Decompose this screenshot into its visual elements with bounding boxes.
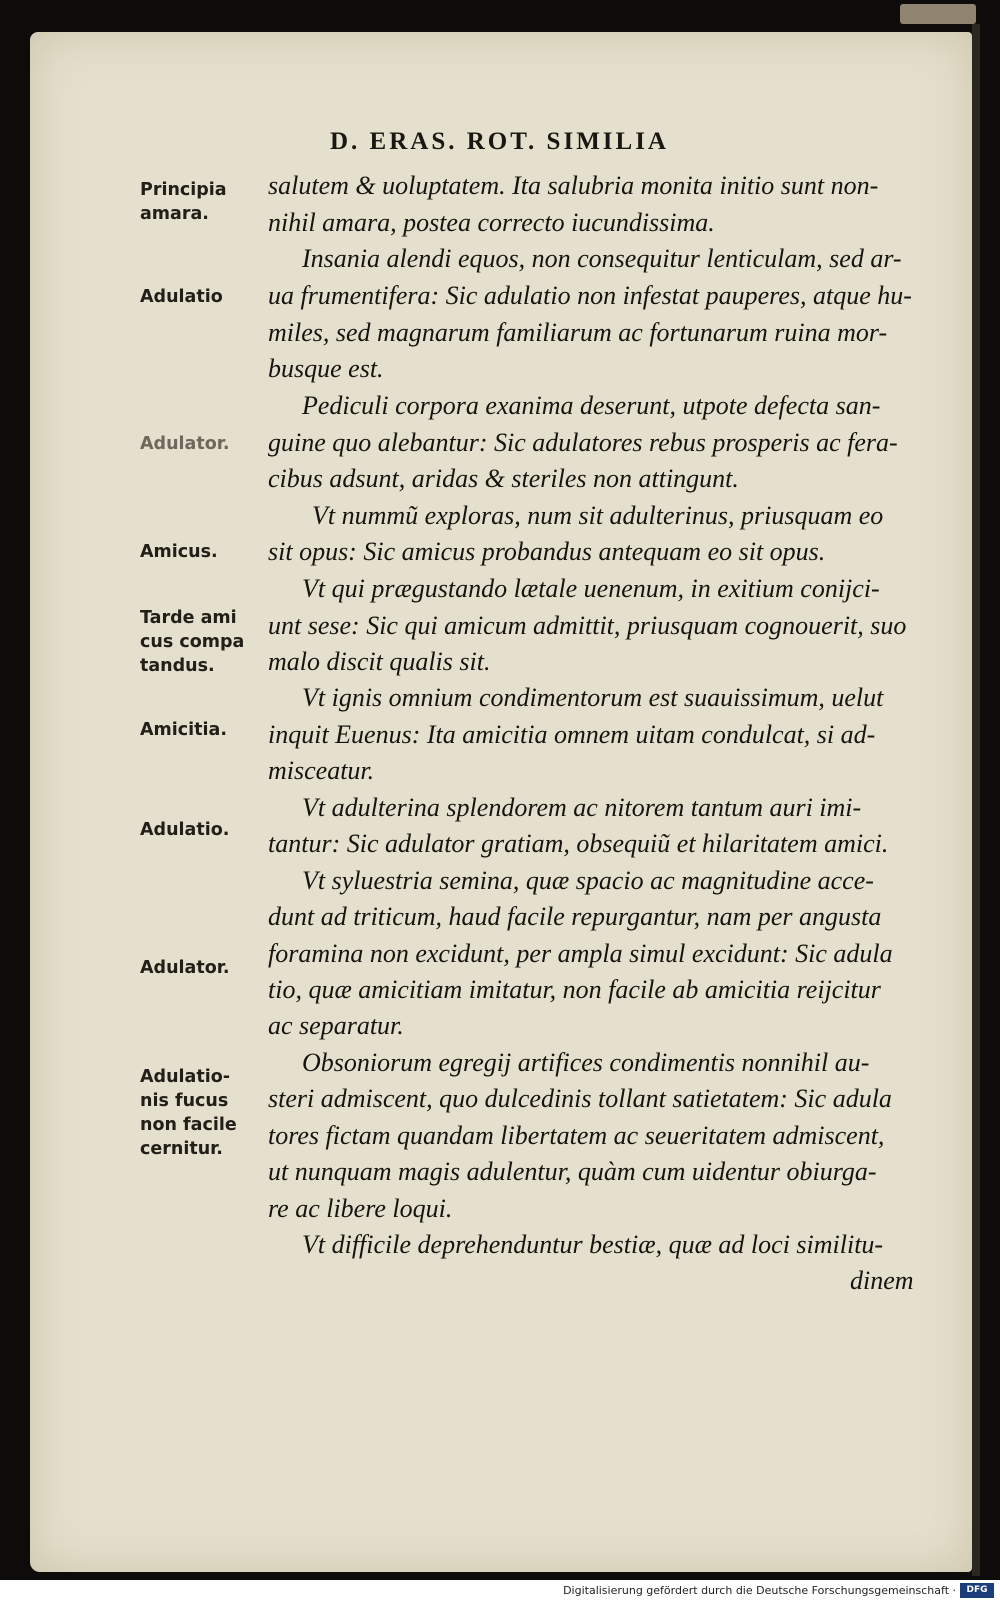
margin-note-adulator: Adulator. [140, 434, 230, 454]
text-line: ua frumentifera: Sic adulatio non infestat pauperes, atque hu- [268, 281, 912, 310]
text-line: cibus adsunt, aridas & steriles non attingunt. [268, 464, 739, 493]
text-line: sit opus: Sic amicus probandus antequam eo sit opus. [268, 537, 826, 566]
text-line: tores fictam quandam libertatem ac seueritatem admiscent, [268, 1121, 885, 1150]
text-line: Vt qui prægustando lætale uenenum, in exitium conijci- [302, 574, 880, 603]
text-line: Vt adulterina splendorem ac nitorem tantum auri imi- [302, 793, 862, 822]
text-line: Insania alendi equos, non consequitur lenticulam, sed ar- [302, 244, 902, 273]
text-line: re ac libere loqui. [268, 1194, 453, 1223]
margin-note-amicitia: Amicitia. [140, 720, 227, 740]
funding-credit: Digitalisierung gefördert durch die Deutsche Forschungsgemeinschaft · [563, 1584, 956, 1597]
text-line: miles, sed magnarum familiarum ac fortunarum ruina mor- [268, 318, 888, 347]
margin-note-amicus: Amicus. [140, 542, 218, 562]
text-line: guine quo alebantur: Sic adulatores rebus prosperis ac fera- [268, 428, 898, 457]
margin-note-adulatio-2: Adulatio. [140, 820, 230, 840]
dfg-logo: DFG [960, 1583, 994, 1598]
text-line: Pediculi corpora exanima deserunt, utpote defecta san- [302, 391, 881, 420]
text-line: foramina non excidunt, per ampla simul excidunt: Sic adula [268, 939, 893, 968]
page-corner-tab [900, 4, 976, 24]
text-line: steri admiscent, quo dulcedinis tollant satietatem: Sic adula [268, 1084, 892, 1113]
text-line: tio, quæ amicitiam imitatur, non facile ab amicitia reijcitur [268, 975, 881, 1004]
text-line: ac separatur. [268, 1011, 404, 1040]
text-line: unt sese: Sic qui amicum admittit, priusquam cognouerit, suo [268, 611, 907, 640]
text-line: Vt nummũ exploras, num sit adulterinus, priusquam eo [312, 501, 884, 530]
book-edge [972, 24, 980, 1576]
margin-note-adulator-2: Adulator. [140, 958, 230, 978]
text-line: misceatur. [268, 756, 375, 785]
running-header: D. ERAS. ROT. SIMILIA [330, 128, 669, 155]
text-line: ut nunquam magis adulentur, quàm cum uidentur obiurga- [268, 1157, 877, 1186]
margin-note-principia-amara: Principia amara. [140, 180, 227, 224]
text-line: Vt difficile deprehenduntur bestiæ, quæ ad loci similitu- [302, 1230, 884, 1259]
text-line: busque est. [268, 354, 384, 383]
text-line: dunt ad triticum, haud facile repurgantur, nam per angusta [268, 902, 882, 931]
margin-note-tarde-amicus: Tarde ami cus compa tandus. [140, 608, 245, 676]
margin-note-adulationis-fucus: Adulatio- nis fucus non facile cernitur. [140, 1067, 237, 1159]
text-line: malo discit qualis sit. [268, 647, 491, 676]
text-line: Vt syluestria semina, quæ spacio ac magnitudine acce- [302, 866, 874, 895]
text-line: inquit Euenus: Ita amicitia omnem uitam condulcat, si ad- [268, 720, 876, 749]
text-line: Vt ignis omnium condimentorum est suauissimum, uelut [302, 683, 884, 712]
text-line: Obsoniorum egregij artifices condimentis nonnihil au- [302, 1048, 870, 1077]
text-line: nihil amara, postea correcto iucundissima. [268, 208, 715, 237]
text-line: salutem & uoluptatem. Ita salubria monita initio sunt non- [268, 171, 879, 200]
catchword: dinem [850, 1266, 914, 1295]
text-line: tantur: Sic adulator gratiam, obsequiũ et hilaritatem amici. [268, 829, 889, 858]
margin-note-adulatio: Adulatio [140, 287, 223, 307]
